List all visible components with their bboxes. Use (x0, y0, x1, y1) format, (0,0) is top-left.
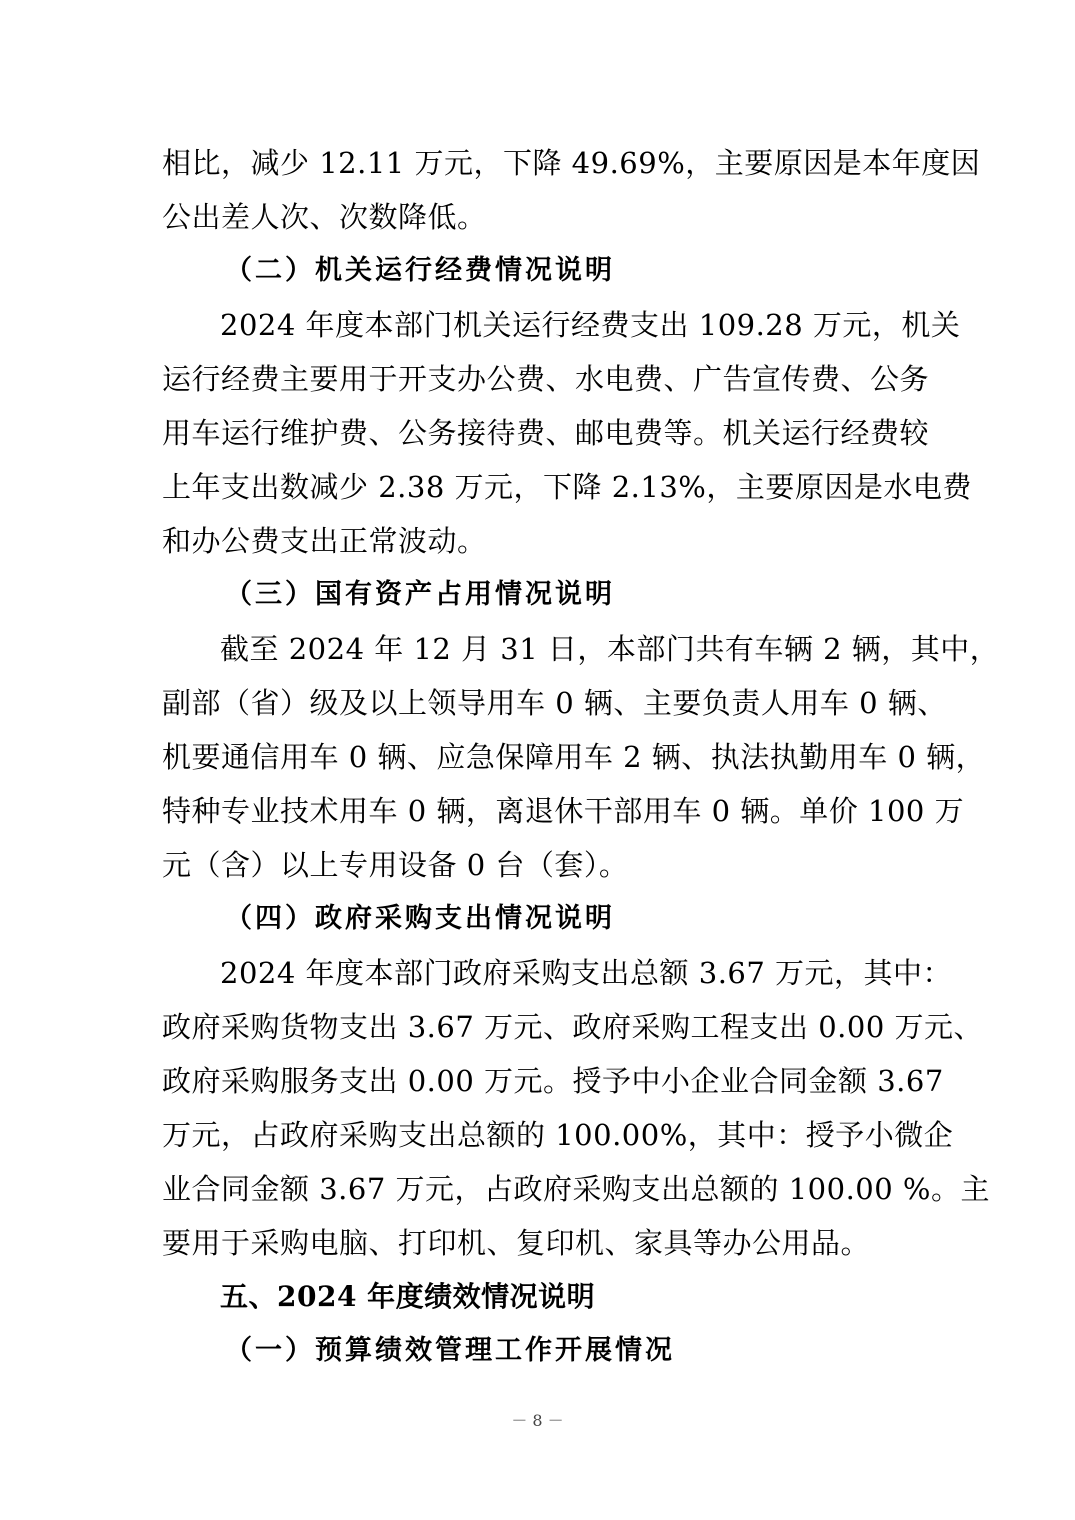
section-heading: （二）机关运行经费情况说明 (225, 255, 615, 286)
paragraph-line: 机要通信用车 0 辆、应急保障用车 2 辆、执法执勤用车 0 辆， (162, 740, 986, 774)
paragraph-line: 元（含）以上专用设备 0 台（套）。 (162, 848, 629, 882)
paragraph-line: 特种专业技术用车 0 辆，离退休干部用车 0 辆。单价 100 万 (162, 794, 965, 828)
paragraph-line: 上年支出数减少 2.38 万元，下降 2.13%，主要原因是水电费 (162, 470, 972, 504)
section-heading: （三）国有资产占用情况说明 (225, 579, 615, 610)
paragraph-line: 截至 2024 年 12 月 31 日，本部门共有车辆 2 辆，其中， (220, 632, 1000, 666)
section-heading: （四）政府采购支出情况说明 (225, 903, 615, 934)
paragraph-line: 运行经费主要用于开支办公费、水电费、广告宣传费、公务 (162, 362, 930, 396)
paragraph-line: 用车运行维护费、公务接待费、邮电费等。机关运行经费较 (162, 416, 930, 450)
paragraph-line: 2024 年度本部门机关运行经费支出 109.28 万元，机关 (220, 308, 961, 342)
paragraph-line: 和办公费支出正常波动。 (162, 524, 487, 558)
page-number: － 8 － (511, 1411, 564, 1430)
paragraph-line: 2024 年度本部门政府采购支出总额 3.67 万元，其中： (220, 956, 953, 990)
paragraph-line: 要用于采购电脑、打印机、复印机、家具等办公用品。 (162, 1226, 871, 1260)
section-heading: （一）预算绩效管理工作开展情况 (225, 1335, 675, 1366)
paragraph-line: 政府采购服务支出 0.00 万元。授予中小企业合同金额 3.67 (162, 1064, 944, 1098)
paragraph-line: 公出差人次、次数降低。 (162, 200, 487, 234)
paragraph-line: 相比，减少 12.11 万元，下降 49.69%，主要原因是本年度因 (162, 146, 981, 180)
paragraph-line: 政府采购货物支出 3.67 万元、政府采购工程支出 0.00 万元、 (162, 1010, 984, 1044)
paragraph-line: 业合同金额 3.67 万元，占政府采购支出总额的 100.00 %。主 (162, 1172, 990, 1206)
paragraph-line: 副部（省）级及以上领导用车 0 辆、主要负责人用车 0 辆、 (162, 686, 947, 720)
chapter-heading: 五、2024 年度绩效情况说明 (220, 1280, 596, 1313)
paragraph-line: 万元，占政府采购支出总额的 100.00%，其中：授予小微企 (162, 1118, 954, 1152)
